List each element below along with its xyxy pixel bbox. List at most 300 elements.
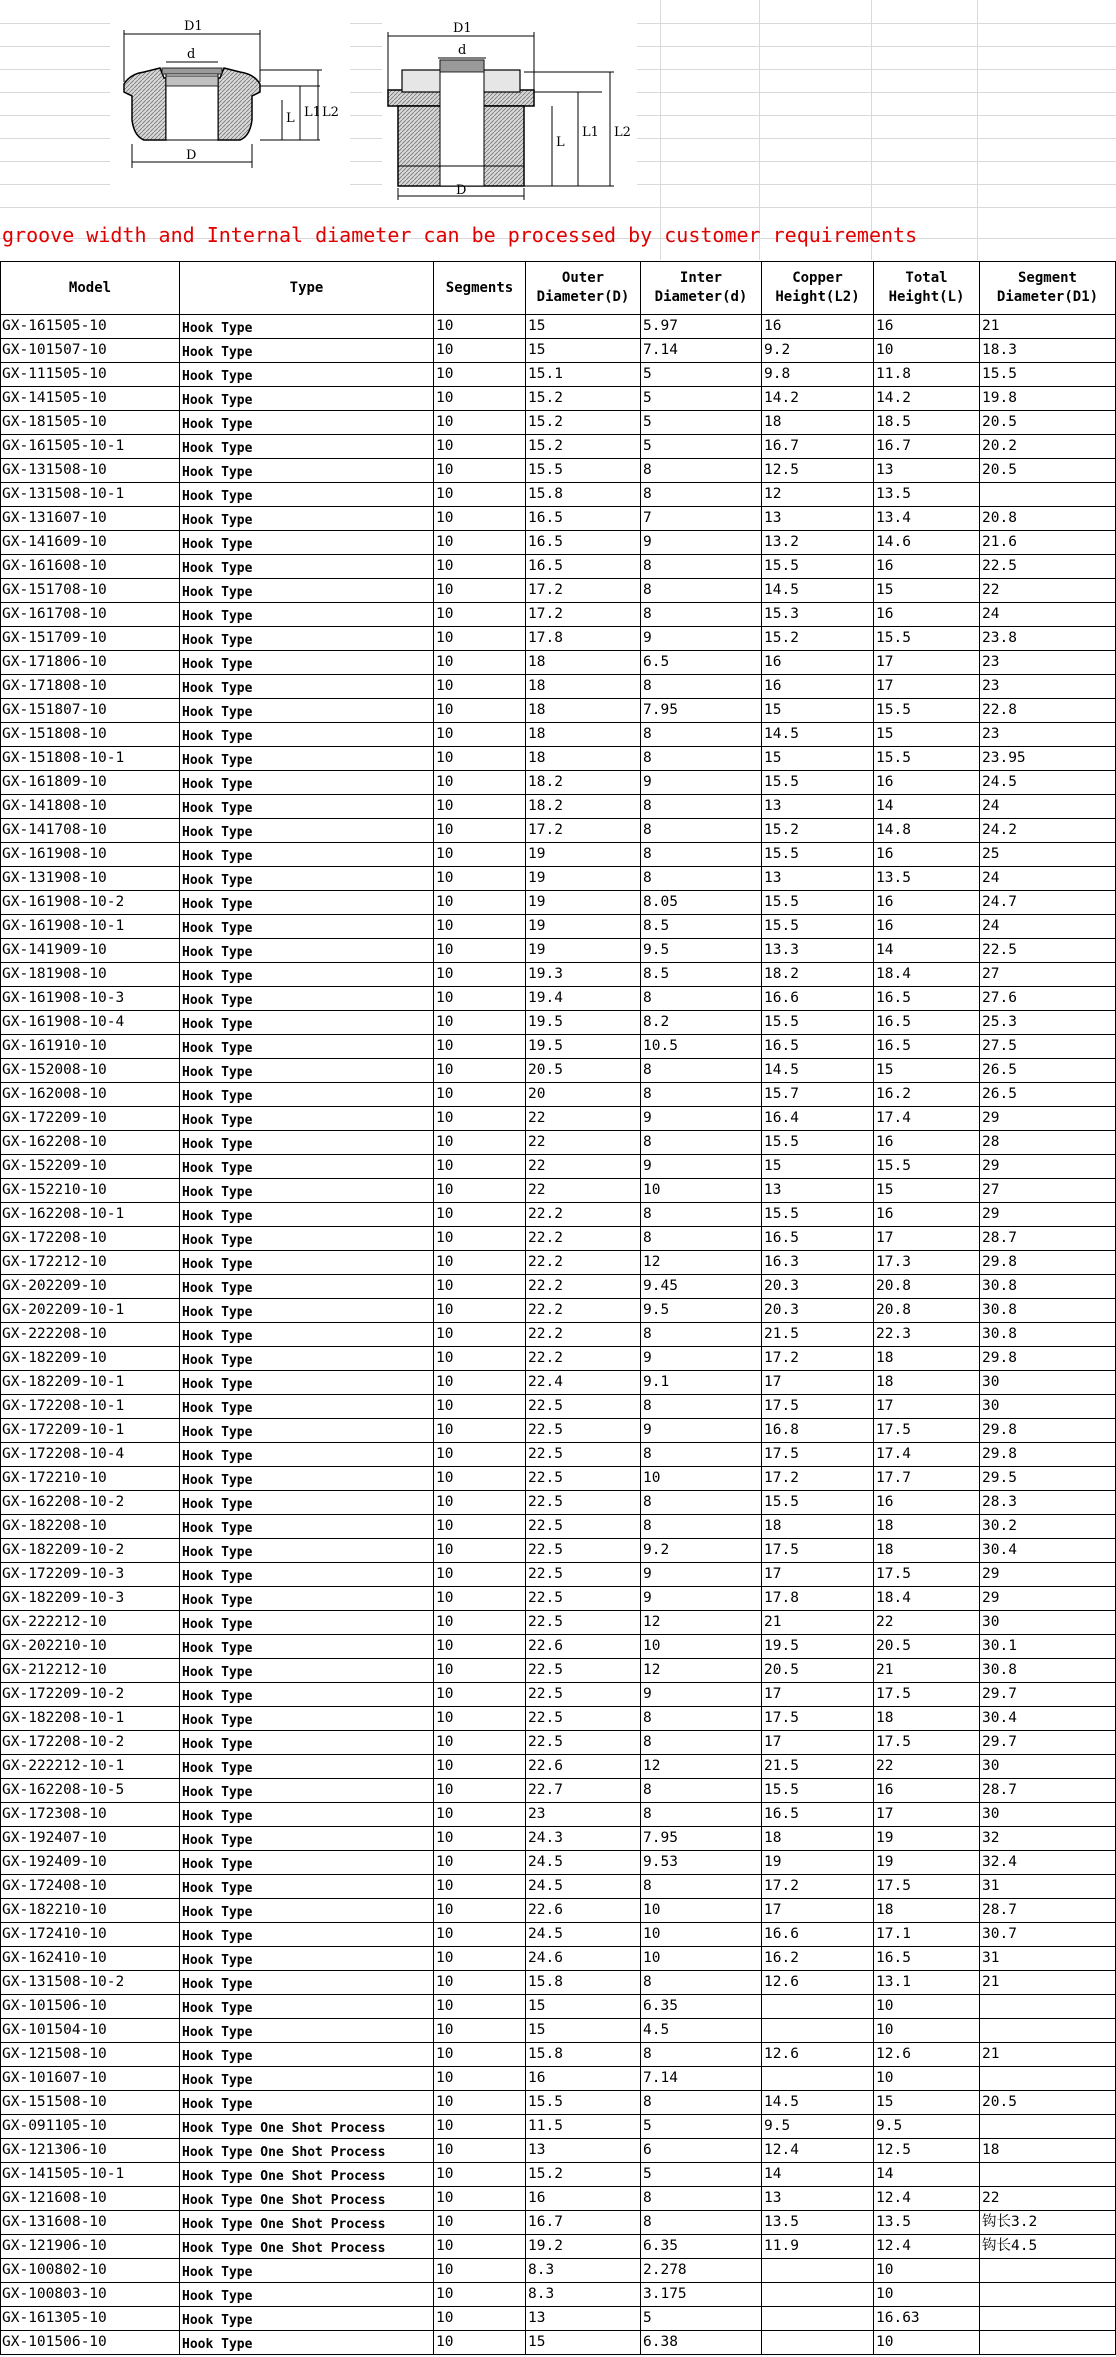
table-row bbox=[1, 315, 1116, 339]
cell-total-height: 18 bbox=[874, 1707, 980, 1731]
cell-total-height: 18.5 bbox=[874, 411, 980, 435]
cell-outer-diameter: 15 bbox=[526, 1995, 641, 2019]
cell-segment-diameter: 29.8 bbox=[980, 1251, 1116, 1275]
cell-total-height: 17 bbox=[874, 675, 980, 699]
cell-type: Hook Type bbox=[180, 603, 434, 627]
cell-total-height: 15 bbox=[874, 1059, 980, 1083]
cell-segments: 10 bbox=[434, 363, 526, 387]
cell-copper-height bbox=[762, 2259, 874, 2283]
cell-segment-diameter: 30 bbox=[980, 1803, 1116, 1827]
cell-inter-diameter: 8 bbox=[641, 2211, 762, 2235]
cell-segments: 10 bbox=[434, 1155, 526, 1179]
cell-outer-diameter: 15.5 bbox=[526, 2091, 641, 2115]
cell-type: Hook Type bbox=[180, 699, 434, 723]
table-row bbox=[1, 1059, 1116, 1083]
cell-inter-diameter: 10 bbox=[641, 1947, 762, 1971]
table-row bbox=[1, 1395, 1116, 1419]
cell-model: GX-151808-10-1 bbox=[1, 747, 180, 771]
cell-segment-diameter: 18.3 bbox=[980, 339, 1116, 363]
cell-type: Hook Type bbox=[180, 459, 434, 483]
cell-type: Hook Type bbox=[180, 915, 434, 939]
cell-type: Hook Type bbox=[180, 2259, 434, 2283]
cell-inter-diameter: 9 bbox=[641, 531, 762, 555]
cell-segments: 10 bbox=[434, 1971, 526, 1995]
cell-copper-height: 9.8 bbox=[762, 363, 874, 387]
cell-type: Hook Type One Shot Process bbox=[180, 2211, 434, 2235]
cell-outer-diameter: 8.3 bbox=[526, 2283, 641, 2307]
cell-copper-height: 17 bbox=[762, 1371, 874, 1395]
label-l2: L2 bbox=[614, 125, 631, 140]
cell-inter-diameter: 8 bbox=[641, 675, 762, 699]
cell-outer-diameter: 22.5 bbox=[526, 1707, 641, 1731]
cell-model: GX-152008-10 bbox=[1, 1059, 180, 1083]
cell-outer-diameter: 22.5 bbox=[526, 1539, 641, 1563]
cell-total-height: 16 bbox=[874, 771, 980, 795]
cell-copper-height: 16.7 bbox=[762, 435, 874, 459]
cell-outer-diameter: 22.6 bbox=[526, 1899, 641, 1923]
cell-inter-diameter: 6.35 bbox=[641, 2235, 762, 2259]
cell-type: Hook Type bbox=[180, 1227, 434, 1251]
cell-type: Hook Type bbox=[180, 2283, 434, 2307]
cell-model: GX-182209-10-2 bbox=[1, 1539, 180, 1563]
cell-inter-diameter: 12 bbox=[641, 1251, 762, 1275]
cell-total-height: 14 bbox=[874, 795, 980, 819]
cell-copper-height: 16.5 bbox=[762, 1035, 874, 1059]
cell-segment-diameter: 30 bbox=[980, 1755, 1116, 1779]
cell-segment-diameter: 24 bbox=[980, 795, 1116, 819]
cell-segments: 10 bbox=[434, 1659, 526, 1683]
cell-segment-diameter: 钩长3.2 bbox=[980, 2211, 1116, 2235]
cell-outer-diameter: 13 bbox=[526, 2307, 641, 2331]
cell-copper-height: 15 bbox=[762, 747, 874, 771]
cell-segment-diameter: 20.5 bbox=[980, 411, 1116, 435]
cell-total-height: 17.5 bbox=[874, 1419, 980, 1443]
cell-model: GX-192409-10 bbox=[1, 1851, 180, 1875]
cell-segments: 10 bbox=[434, 387, 526, 411]
table-row bbox=[1, 2163, 1116, 2187]
cell-inter-diameter: 6.38 bbox=[641, 2331, 762, 2355]
cell-inter-diameter: 10 bbox=[641, 1899, 762, 1923]
cell-copper-height: 16.4 bbox=[762, 1107, 874, 1131]
cell-inter-diameter: 10 bbox=[641, 1923, 762, 1947]
cell-total-height: 13.5 bbox=[874, 483, 980, 507]
cell-type: Hook Type bbox=[180, 387, 434, 411]
cell-total-height: 17.5 bbox=[874, 1683, 980, 1707]
cell-outer-diameter: 15.8 bbox=[526, 1971, 641, 1995]
cell-total-height: 13.4 bbox=[874, 507, 980, 531]
cell-type: Hook Type bbox=[180, 1899, 434, 1923]
cell-total-height: 10 bbox=[874, 1995, 980, 2019]
cell-segments: 10 bbox=[434, 1131, 526, 1155]
cell-segment-diameter: 22.8 bbox=[980, 699, 1116, 723]
cell-inter-diameter: 4.5 bbox=[641, 2019, 762, 2043]
cell-inter-diameter: 7.14 bbox=[641, 339, 762, 363]
cell-inter-diameter: 8 bbox=[641, 1059, 762, 1083]
cell-segments: 10 bbox=[434, 2331, 526, 2355]
cell-model: GX-121906-10 bbox=[1, 2235, 180, 2259]
cell-segment-diameter: 30.4 bbox=[980, 1707, 1116, 1731]
table-row bbox=[1, 2307, 1116, 2331]
cell-total-height: 15.5 bbox=[874, 747, 980, 771]
cell-outer-diameter: 22.4 bbox=[526, 1371, 641, 1395]
cell-model: GX-182210-10 bbox=[1, 1899, 180, 1923]
label-dd: D bbox=[186, 148, 197, 163]
label-d: d bbox=[187, 47, 196, 62]
cell-total-height: 13.1 bbox=[874, 1971, 980, 1995]
cell-segments: 10 bbox=[434, 555, 526, 579]
cell-segment-diameter: 24 bbox=[980, 603, 1116, 627]
cell-copper-height: 14.5 bbox=[762, 579, 874, 603]
cell-total-height: 16 bbox=[874, 1779, 980, 1803]
cell-segments: 10 bbox=[434, 2091, 526, 2115]
cell-segments: 10 bbox=[434, 2163, 526, 2187]
cell-segment-diameter bbox=[980, 2115, 1116, 2139]
cell-inter-diameter: 8 bbox=[641, 603, 762, 627]
cell-copper-height: 16 bbox=[762, 651, 874, 675]
cell-total-height: 16.5 bbox=[874, 1035, 980, 1059]
cell-total-height: 10 bbox=[874, 2259, 980, 2283]
cell-type: Hook Type One Shot Process bbox=[180, 2187, 434, 2211]
cell-segments: 10 bbox=[434, 435, 526, 459]
cell-copper-height: 9.2 bbox=[762, 339, 874, 363]
cell-type: Hook Type bbox=[180, 363, 434, 387]
cell-outer-diameter: 15.5 bbox=[526, 459, 641, 483]
table-row bbox=[1, 795, 1116, 819]
cell-type: Hook Type bbox=[180, 1083, 434, 1107]
cell-outer-diameter: 17.2 bbox=[526, 819, 641, 843]
cell-outer-diameter: 15.2 bbox=[526, 2163, 641, 2187]
cell-segment-diameter: 24.2 bbox=[980, 819, 1116, 843]
cell-segment-diameter: 30.8 bbox=[980, 1275, 1116, 1299]
cell-outer-diameter: 22.5 bbox=[526, 1467, 641, 1491]
cell-model: GX-162208-10-2 bbox=[1, 1491, 180, 1515]
cell-outer-diameter: 22.5 bbox=[526, 1395, 641, 1419]
table-row bbox=[1, 435, 1116, 459]
cell-model: GX-172209-10 bbox=[1, 1107, 180, 1131]
cell-outer-diameter: 22 bbox=[526, 1179, 641, 1203]
cell-model: GX-172208-10-2 bbox=[1, 1731, 180, 1755]
cell-copper-height bbox=[762, 1995, 874, 2019]
cell-segments: 10 bbox=[434, 1611, 526, 1635]
table-row bbox=[1, 1419, 1116, 1443]
table-row bbox=[1, 1083, 1116, 1107]
table-row bbox=[1, 819, 1116, 843]
table-row bbox=[1, 1563, 1116, 1587]
cell-type: Hook Type bbox=[180, 1971, 434, 1995]
cell-type: Hook Type bbox=[180, 2067, 434, 2091]
cell-outer-diameter: 20.5 bbox=[526, 1059, 641, 1083]
cell-inter-diameter: 7.95 bbox=[641, 1827, 762, 1851]
cell-model: GX-161305-10 bbox=[1, 2307, 180, 2331]
table-row bbox=[1, 1203, 1116, 1227]
label-l: L bbox=[556, 135, 565, 150]
cell-segments: 10 bbox=[434, 1059, 526, 1083]
cell-total-height: 20.5 bbox=[874, 1635, 980, 1659]
cell-copper-height: 13 bbox=[762, 795, 874, 819]
cell-model: GX-192407-10 bbox=[1, 1827, 180, 1851]
cell-model: GX-181505-10 bbox=[1, 411, 180, 435]
cell-type: Hook Type bbox=[180, 579, 434, 603]
cell-total-height: 16 bbox=[874, 603, 980, 627]
cell-total-height: 14 bbox=[874, 2163, 980, 2187]
cell-model: GX-172209-10-1 bbox=[1, 1419, 180, 1443]
cell-total-height: 16.5 bbox=[874, 987, 980, 1011]
cell-copper-height: 16.5 bbox=[762, 1803, 874, 1827]
cell-model: GX-101506-10 bbox=[1, 1995, 180, 2019]
cell-outer-diameter: 22.5 bbox=[526, 1443, 641, 1467]
cell-total-height: 22.3 bbox=[874, 1323, 980, 1347]
cell-copper-height: 15.5 bbox=[762, 1779, 874, 1803]
cell-type: Hook Type bbox=[180, 819, 434, 843]
cell-type: Hook Type bbox=[180, 1827, 434, 1851]
table-row bbox=[1, 1347, 1116, 1371]
cell-inter-diameter: 8 bbox=[641, 723, 762, 747]
cell-type: Hook Type bbox=[180, 891, 434, 915]
table-row bbox=[1, 915, 1116, 939]
cell-total-height: 12.4 bbox=[874, 2187, 980, 2211]
cell-outer-diameter: 19 bbox=[526, 843, 641, 867]
cell-inter-diameter: 9.1 bbox=[641, 1371, 762, 1395]
cell-outer-diameter: 15.2 bbox=[526, 411, 641, 435]
cell-total-height: 9.5 bbox=[874, 2115, 980, 2139]
cell-copper-height: 14 bbox=[762, 2163, 874, 2187]
cell-copper-height: 13.5 bbox=[762, 2211, 874, 2235]
cell-inter-diameter: 9 bbox=[641, 1587, 762, 1611]
cell-total-height: 10 bbox=[874, 2019, 980, 2043]
cell-total-height: 18 bbox=[874, 1371, 980, 1395]
cell-model: GX-141609-10 bbox=[1, 531, 180, 555]
header-outer-diameter: Outer Diameter(D) bbox=[526, 262, 641, 315]
table-row bbox=[1, 1035, 1116, 1059]
table-row bbox=[1, 2235, 1116, 2259]
cell-model: GX-162208-10 bbox=[1, 1131, 180, 1155]
cell-segment-diameter: 25.3 bbox=[980, 1011, 1116, 1035]
cell-total-height: 11.8 bbox=[874, 363, 980, 387]
cell-model: GX-182209-10-1 bbox=[1, 1371, 180, 1395]
cell-model: GX-171806-10 bbox=[1, 651, 180, 675]
cell-outer-diameter: 22.2 bbox=[526, 1275, 641, 1299]
cell-inter-diameter: 5.97 bbox=[641, 315, 762, 339]
cell-copper-height: 14.2 bbox=[762, 387, 874, 411]
cell-segments: 10 bbox=[434, 1299, 526, 1323]
table-row bbox=[1, 627, 1116, 651]
cell-inter-diameter: 3.175 bbox=[641, 2283, 762, 2307]
cell-inter-diameter: 9 bbox=[641, 1107, 762, 1131]
cell-inter-diameter: 9 bbox=[641, 1683, 762, 1707]
table-row bbox=[1, 603, 1116, 627]
table-row bbox=[1, 1155, 1116, 1179]
cell-copper-height: 16 bbox=[762, 675, 874, 699]
cell-inter-diameter: 12 bbox=[641, 1755, 762, 1779]
table-row bbox=[1, 1227, 1116, 1251]
cell-model: GX-172308-10 bbox=[1, 1803, 180, 1827]
cell-segments: 10 bbox=[434, 1803, 526, 1827]
cell-model: GX-202209-10 bbox=[1, 1275, 180, 1299]
cell-type: Hook Type bbox=[180, 2043, 434, 2067]
cell-segments: 10 bbox=[434, 1635, 526, 1659]
table-row bbox=[1, 1755, 1116, 1779]
cell-model: GX-141909-10 bbox=[1, 939, 180, 963]
cell-outer-diameter: 15 bbox=[526, 315, 641, 339]
table-row bbox=[1, 483, 1116, 507]
cell-copper-height: 15.5 bbox=[762, 1011, 874, 1035]
cell-model: GX-162208-10-5 bbox=[1, 1779, 180, 1803]
cell-total-height: 16 bbox=[874, 843, 980, 867]
cell-outer-diameter: 22.7 bbox=[526, 1779, 641, 1803]
cell-model: GX-101607-10 bbox=[1, 2067, 180, 2091]
cell-inter-diameter: 8 bbox=[641, 987, 762, 1011]
cell-segments: 10 bbox=[434, 1323, 526, 1347]
cell-copper-height: 17.5 bbox=[762, 1539, 874, 1563]
cell-outer-diameter: 24.5 bbox=[526, 1851, 641, 1875]
label-l: L bbox=[286, 111, 295, 126]
cell-segments: 10 bbox=[434, 1179, 526, 1203]
cell-outer-diameter: 19 bbox=[526, 891, 641, 915]
cell-model: GX-162410-10 bbox=[1, 1947, 180, 1971]
cell-model: GX-161809-10 bbox=[1, 771, 180, 795]
cell-segments: 10 bbox=[434, 1227, 526, 1251]
cell-segments: 10 bbox=[434, 1947, 526, 1971]
cell-total-height: 17.3 bbox=[874, 1251, 980, 1275]
cell-segments: 10 bbox=[434, 987, 526, 1011]
cell-segments: 10 bbox=[434, 627, 526, 651]
cell-total-height: 17 bbox=[874, 651, 980, 675]
cell-model: GX-161708-10 bbox=[1, 603, 180, 627]
cell-outer-diameter: 20 bbox=[526, 1083, 641, 1107]
table-row bbox=[1, 1107, 1116, 1131]
cell-model: GX-101507-10 bbox=[1, 339, 180, 363]
cell-segment-diameter: 21 bbox=[980, 2043, 1116, 2067]
cell-copper-height: 17 bbox=[762, 1731, 874, 1755]
cell-segment-diameter: 21.6 bbox=[980, 531, 1116, 555]
cell-total-height: 22 bbox=[874, 1611, 980, 1635]
cell-outer-diameter: 22.6 bbox=[526, 1635, 641, 1659]
cell-type: Hook Type bbox=[180, 771, 434, 795]
cell-total-height: 14.2 bbox=[874, 387, 980, 411]
cell-type: Hook Type One Shot Process bbox=[180, 2139, 434, 2163]
cell-segment-diameter: 21 bbox=[980, 1971, 1116, 1995]
cell-outer-diameter: 16.7 bbox=[526, 2211, 641, 2235]
cell-segment-diameter: 18 bbox=[980, 2139, 1116, 2163]
cell-model: GX-151709-10 bbox=[1, 627, 180, 651]
cell-type: Hook Type bbox=[180, 843, 434, 867]
cell-segment-diameter: 23.8 bbox=[980, 627, 1116, 651]
cell-segment-diameter: 26.5 bbox=[980, 1059, 1116, 1083]
cell-total-height: 18.4 bbox=[874, 1587, 980, 1611]
cell-type: Hook Type One Shot Process bbox=[180, 2235, 434, 2259]
cell-segment-diameter: 27 bbox=[980, 1179, 1116, 1203]
table-row bbox=[1, 1971, 1116, 1995]
header-total-height: Total Height(L) bbox=[874, 262, 980, 315]
cell-total-height: 16.2 bbox=[874, 1083, 980, 1107]
cell-segment-diameter: 29 bbox=[980, 1563, 1116, 1587]
cell-segments: 10 bbox=[434, 675, 526, 699]
cell-total-height: 17 bbox=[874, 1227, 980, 1251]
cell-type: Hook Type bbox=[180, 1467, 434, 1491]
cell-segments: 10 bbox=[434, 1755, 526, 1779]
cell-copper-height: 15.5 bbox=[762, 555, 874, 579]
cell-model: GX-222212-10 bbox=[1, 1611, 180, 1635]
cell-segments: 10 bbox=[434, 603, 526, 627]
cell-inter-diameter: 8 bbox=[641, 1971, 762, 1995]
cell-outer-diameter: 17.8 bbox=[526, 627, 641, 651]
cell-total-height: 12.6 bbox=[874, 2043, 980, 2067]
table-row bbox=[1, 1923, 1116, 1947]
cell-model: GX-161505-10 bbox=[1, 315, 180, 339]
cell-copper-height bbox=[762, 2283, 874, 2307]
cell-copper-height: 18.2 bbox=[762, 963, 874, 987]
cell-outer-diameter: 22.5 bbox=[526, 1419, 641, 1443]
cell-segment-diameter: 24 bbox=[980, 915, 1116, 939]
cell-segments: 10 bbox=[434, 579, 526, 603]
table-row bbox=[1, 675, 1116, 699]
cell-inter-diameter: 9.5 bbox=[641, 1299, 762, 1323]
cell-segments: 10 bbox=[434, 867, 526, 891]
table-row bbox=[1, 2211, 1116, 2235]
cell-segments: 10 bbox=[434, 2307, 526, 2331]
table-row bbox=[1, 1899, 1116, 1923]
cell-type: Hook Type bbox=[180, 1323, 434, 1347]
cell-segment-diameter: 23 bbox=[980, 651, 1116, 675]
cell-model: GX-171808-10 bbox=[1, 675, 180, 699]
cell-total-height: 17.4 bbox=[874, 1107, 980, 1131]
cell-total-height: 16 bbox=[874, 555, 980, 579]
cell-outer-diameter: 15 bbox=[526, 2019, 641, 2043]
cell-total-height: 15 bbox=[874, 1179, 980, 1203]
cell-segment-diameter: 23.95 bbox=[980, 747, 1116, 771]
cell-outer-diameter: 22.5 bbox=[526, 1659, 641, 1683]
table-row bbox=[1, 531, 1116, 555]
cell-segment-diameter: 钩长4.5 bbox=[980, 2235, 1116, 2259]
cell-segment-diameter: 30 bbox=[980, 1611, 1116, 1635]
table-header-row bbox=[1, 262, 1116, 315]
cell-type: Hook Type bbox=[180, 1755, 434, 1779]
table-row bbox=[1, 1251, 1116, 1275]
table-row bbox=[1, 699, 1116, 723]
cell-segment-diameter: 29 bbox=[980, 1155, 1116, 1179]
cell-outer-diameter: 18.2 bbox=[526, 771, 641, 795]
cell-type: Hook Type bbox=[180, 1371, 434, 1395]
cell-model: GX-152209-10 bbox=[1, 1155, 180, 1179]
cell-outer-diameter: 16.5 bbox=[526, 507, 641, 531]
cell-outer-diameter: 22.2 bbox=[526, 1347, 641, 1371]
cell-total-height: 10 bbox=[874, 339, 980, 363]
cell-inter-diameter: 6.35 bbox=[641, 1995, 762, 2019]
cell-model: GX-172210-10 bbox=[1, 1467, 180, 1491]
table-row bbox=[1, 459, 1116, 483]
cell-inter-diameter: 8 bbox=[641, 483, 762, 507]
cell-outer-diameter: 22.5 bbox=[526, 1611, 641, 1635]
cell-total-height: 17.4 bbox=[874, 1443, 980, 1467]
cell-copper-height: 20.5 bbox=[762, 1659, 874, 1683]
cell-model: GX-131508-10-2 bbox=[1, 1971, 180, 1995]
cell-model: GX-161505-10-1 bbox=[1, 435, 180, 459]
table-row bbox=[1, 2091, 1116, 2115]
cell-copper-height: 15.5 bbox=[762, 891, 874, 915]
cell-total-height: 16 bbox=[874, 915, 980, 939]
cell-copper-height: 12.4 bbox=[762, 2139, 874, 2163]
cell-model: GX-121508-10 bbox=[1, 2043, 180, 2067]
cell-model: GX-172410-10 bbox=[1, 1923, 180, 1947]
label-l2: L2 bbox=[322, 105, 339, 120]
cell-segments: 10 bbox=[434, 1827, 526, 1851]
cell-segments: 10 bbox=[434, 315, 526, 339]
cell-segment-diameter: 29.8 bbox=[980, 1419, 1116, 1443]
cell-type: Hook Type bbox=[180, 1419, 434, 1443]
cell-outer-diameter: 16.5 bbox=[526, 555, 641, 579]
cell-model: GX-182209-10-3 bbox=[1, 1587, 180, 1611]
label-d1: D1 bbox=[184, 19, 203, 34]
